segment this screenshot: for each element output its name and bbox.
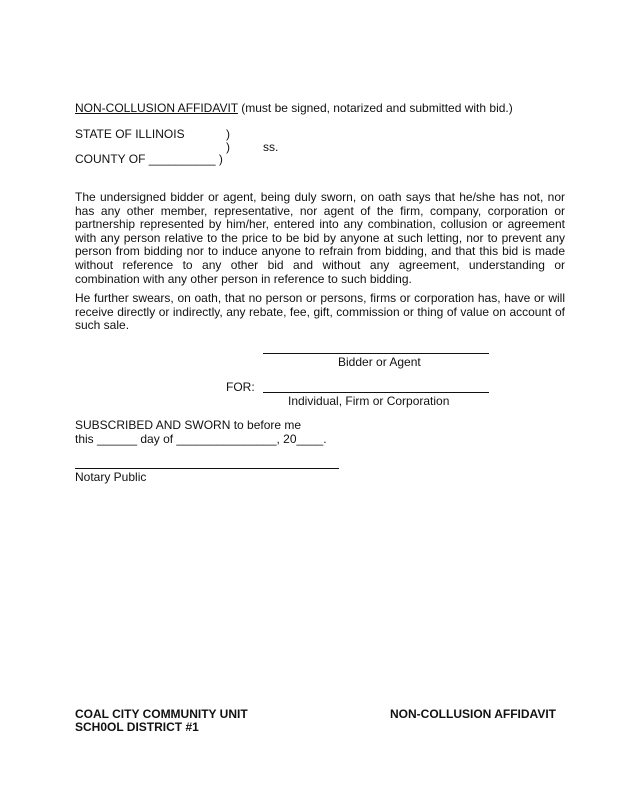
firm-label: Individual, Firm or Corporation: [288, 394, 450, 408]
notary-label: Notary Public: [75, 470, 147, 484]
oath-paragraph-1: The undersigned bidder or agent, being duly sworn, on oath says that he/she has not, nor has any other member, representative, nor agent of the firm, company, corporation or partnership represented by him/her, entered into any combination, collusion or agreement with any person relative to the price to be bid by anyone at such letting, nor to prevent any person from bidding nor to induce anyone to refrain from bidding, and that this bid is made without reference to any other bid and without any agreement, understanding or combination with any other person in reference to such bidding.: [75, 190, 565, 286]
footer-org-line-1: COAL CITY COMMUNITY UNIT: [75, 707, 248, 721]
county-label: COUNTY OF __________ ): [75, 152, 223, 166]
ss-label: ss.: [263, 140, 279, 154]
bidder-label: Bidder or Agent: [338, 355, 421, 369]
notary-signature-line: [75, 468, 339, 469]
subscribed-sworn-text: SUBSCRIBED AND SWORN to before me: [75, 418, 302, 432]
firm-signature-line: [263, 392, 489, 393]
document-heading: [75, 101, 513, 115]
footer-doc-title: NON-COLLUSION AFFIDAVIT: [390, 707, 556, 721]
notary-date-line: this ______ day of _______________, 20____.: [75, 432, 327, 446]
footer-org-line-2: SCH0OL DISTRICT #1: [75, 720, 199, 734]
bidder-signature-line: [263, 353, 489, 354]
oath-paragraph-2: He further swears, on oath, that no person or persons, firms or corporation has, have or will receive directly or indirectly, any rebate, fee, gift, commission or thing of value on account of such sale.: [75, 291, 565, 333]
state-label: STATE OF ILLINOIS: [75, 127, 185, 141]
for-label: FOR:: [226, 380, 255, 394]
affidavit-title: NON-COLLUSION AFFIDAVIT: [75, 101, 238, 115]
venue-paren-2: ): [226, 140, 230, 154]
venue-paren-1: ): [226, 127, 230, 141]
submission-note: (must be signed, notarized and submitted with bid.): [237, 101, 513, 115]
